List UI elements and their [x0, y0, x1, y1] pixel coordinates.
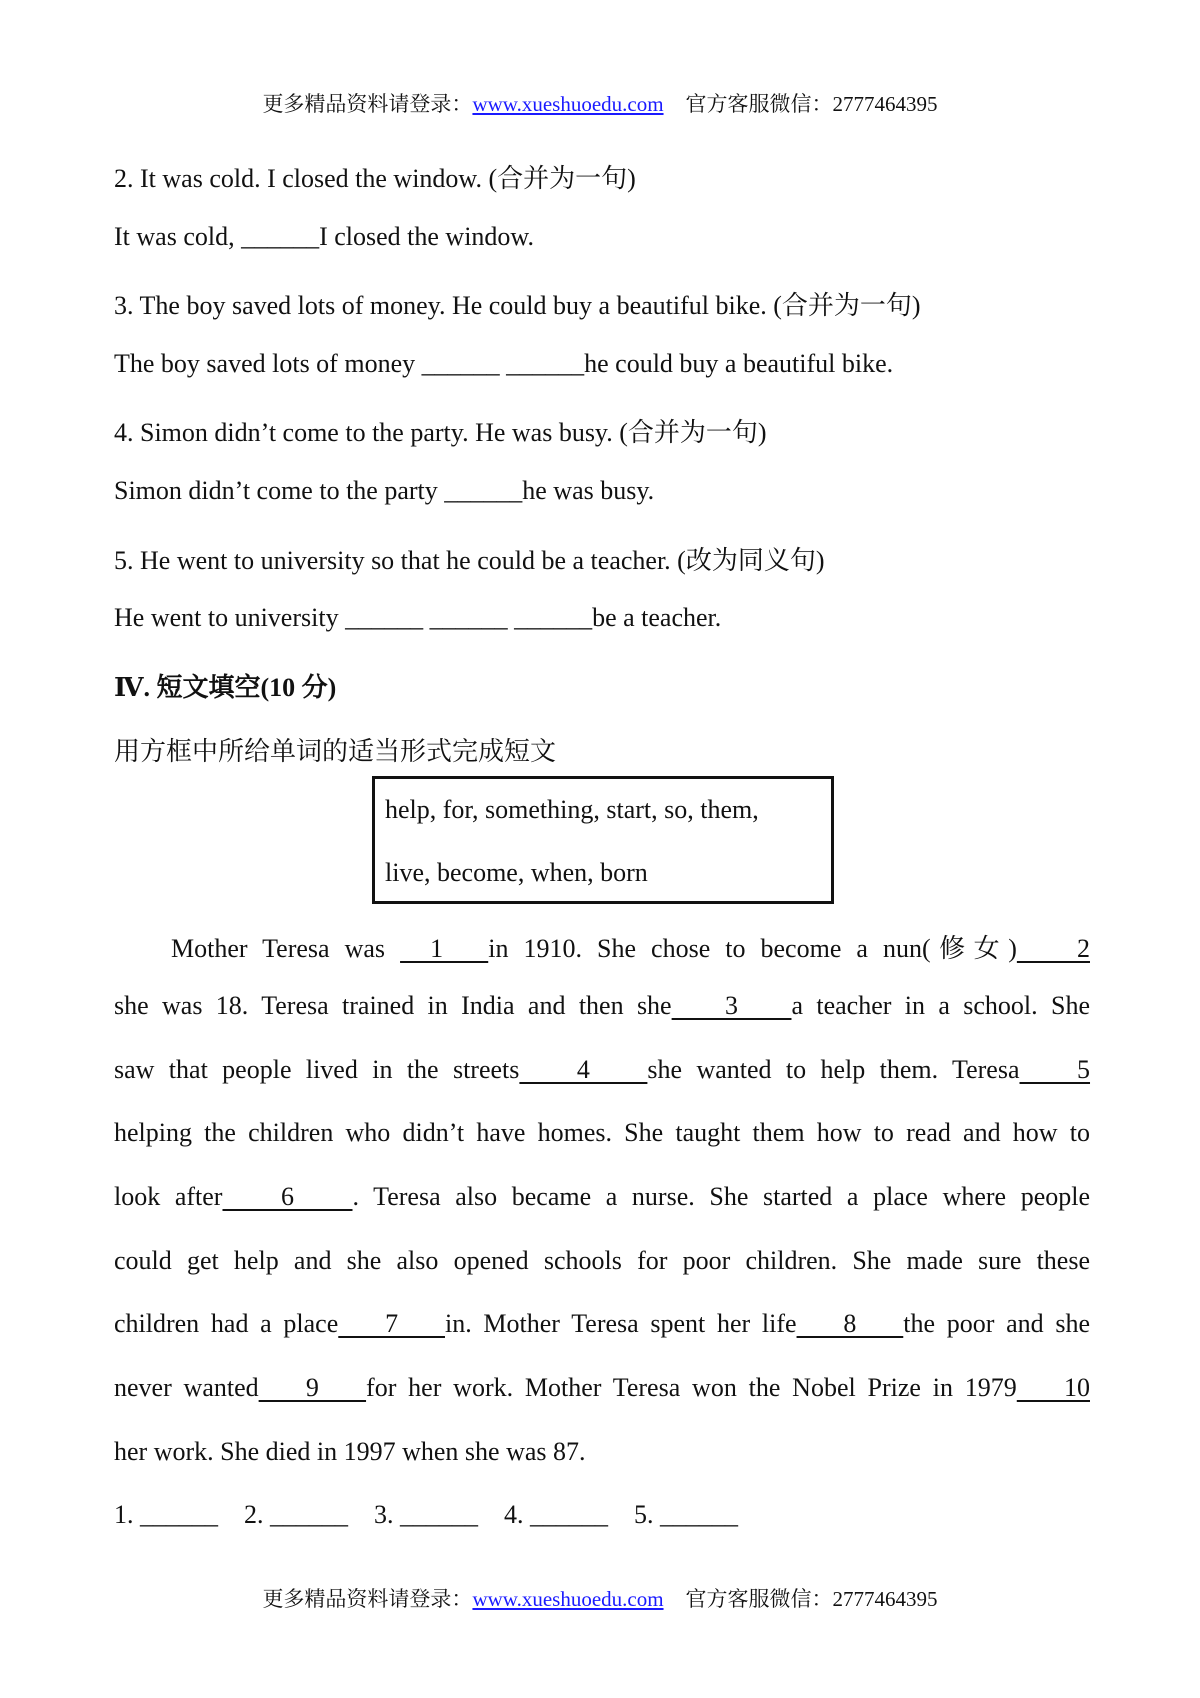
blank-8: 8	[796, 1309, 904, 1338]
header-site-link[interactable]: www.xueshuoedu.com	[472, 92, 664, 116]
blank-9: 9	[258, 1373, 367, 1402]
answer-line-3: The boy saved lots of money ______ ______he could buy a beautiful bike.	[114, 349, 894, 378]
footer-prefix: 更多精品资料请登录：	[262, 1587, 473, 1611]
passage-text: Mother Teresa was	[171, 934, 401, 963]
passage-text: never wanted	[114, 1373, 259, 1402]
blank-7: 7	[338, 1309, 445, 1338]
passage-text: in. Mother Teresa spent her life	[444, 1309, 797, 1338]
question-2: 2. It was cold. I closed the window. (合并为一句)	[114, 164, 636, 193]
answer-line-5: He went to university ______ ______ ______be a teacher.	[114, 603, 722, 632]
question-5: 5. He went to university so that he could be a teacher. (改为同义句)	[114, 546, 825, 575]
header-service: 官方客服微信：2777464395	[685, 92, 938, 116]
answer-line-2: It was cold, ______I closed the window.	[114, 222, 535, 251]
passage-line-6: could get help and she also opened schools for poor children. She made sure these	[114, 1246, 1090, 1275]
passage-line-4: helping the children who didn’t have homes. She taught them how to read and how to	[114, 1118, 1090, 1147]
question-4: 4. Simon didn’t come to the party. He was busy. (合并为一句)	[114, 418, 767, 447]
passage-text: for her work. Mother Teresa won the Nobel Prize in 1979	[366, 1373, 1017, 1402]
footer-service: 官方客服微信：2777464395	[685, 1587, 938, 1611]
word-box-line-2: live, become, when, born	[385, 858, 648, 887]
blank-3: 3	[671, 991, 792, 1020]
answer-line-4: Simon didn’t come to the party ______he was busy.	[114, 476, 655, 505]
passage-text: a teacher in a school. She	[791, 991, 1091, 1020]
blank-1: 1	[400, 934, 489, 963]
passage-line-3	[114, 1055, 1090, 1085]
blank-6: 6	[222, 1182, 353, 1211]
passage-line-9: her work. She died in 1997 when she was 87.	[114, 1437, 586, 1466]
header-prefix: 更多精品资料请登录：	[262, 92, 473, 116]
section-title: Ⅳ. 短文填空(10 分)	[114, 673, 337, 702]
footer-site-link[interactable]: www.xueshuoedu.com	[472, 1587, 664, 1611]
passage-line-2	[114, 991, 1090, 1021]
blank-4: 4	[519, 1055, 648, 1084]
passage-text: look after	[114, 1182, 223, 1211]
passage-line-5	[114, 1182, 1090, 1212]
passage-text: she was 18. Teresa trained in India and then she	[114, 991, 672, 1020]
word-box-line-1: help, for, something, start, so, them,	[385, 795, 759, 824]
blank-10: 10	[1016, 1373, 1090, 1402]
page-header	[0, 88, 1200, 118]
passage-text: the poor and she	[903, 1309, 1091, 1338]
blank-2: 2	[1016, 934, 1090, 963]
blank-5: 5	[1019, 1055, 1091, 1084]
passage-text: saw that people lived in the streets	[114, 1055, 520, 1084]
answer-blanks: 1. ______ 2. ______ 3. ______ 4. ______ 5. ______	[114, 1500, 738, 1529]
question-3: 3. The boy saved lots of money. He could buy a beautiful bike. (合并为一句)	[114, 291, 921, 320]
word-box	[372, 776, 834, 904]
passage-text: in 1910. She chose to become a nun(修女)	[488, 934, 1017, 963]
section-instruction: 用方框中所给单词的适当形式完成短文	[114, 737, 557, 766]
passage-text: . Teresa also became a nurse. She started a place where people	[352, 1182, 1091, 1211]
page-footer	[0, 1583, 1200, 1613]
passage-text: children had a place	[114, 1309, 339, 1338]
passage-text: she wanted to help them. Teresa	[647, 1055, 1020, 1084]
passage-line-7	[114, 1309, 1090, 1339]
passage-line-1	[171, 928, 1090, 965]
passage-line-8	[114, 1373, 1090, 1403]
